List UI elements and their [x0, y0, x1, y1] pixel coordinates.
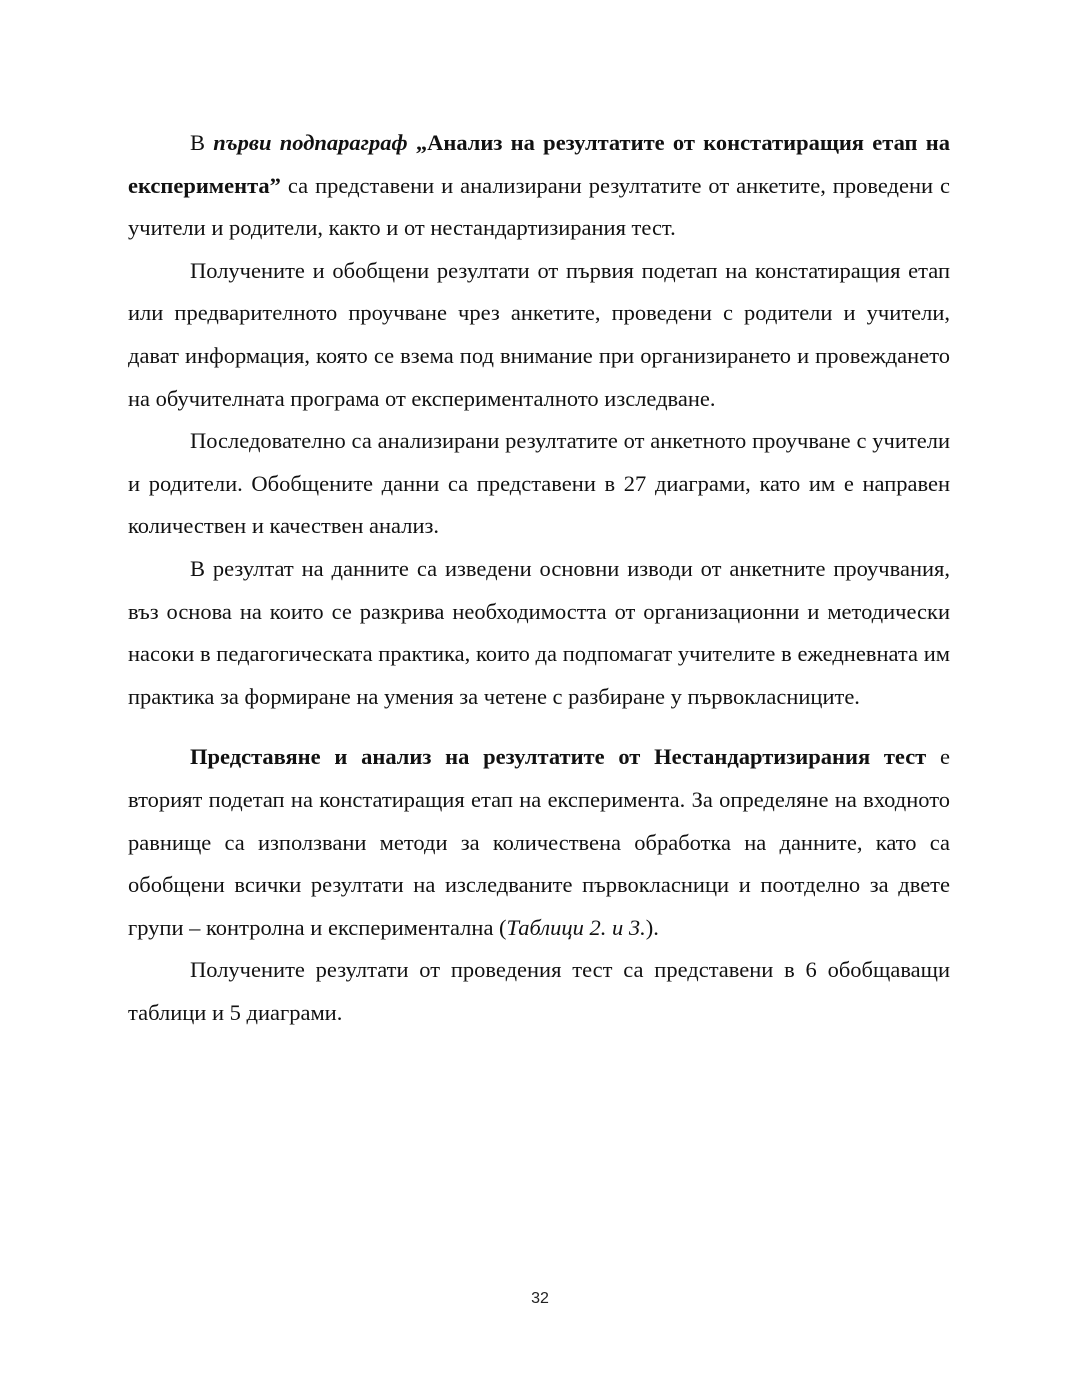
section-title-analysis: „Анализ на резултатите от констатиращия етап на експеримента”: [128, 130, 950, 198]
text-segment: ).: [645, 914, 659, 940]
paragraph-test-results: [128, 949, 950, 1034]
emphasis-first-subparagraph: първи подпараграф: [213, 130, 408, 155]
paragraph-conclusions: [128, 548, 950, 718]
document-body: [128, 122, 950, 1034]
section-title-test: Представяне и анализ на резултатите от Нестандартизирания тест: [190, 744, 927, 770]
table-reference: Таблици 2. и 3.: [506, 914, 646, 940]
paragraph-diagrams: [128, 420, 950, 548]
text-segment: Последователно са анализирани резултатите от анкетното проучване с учители и родители. Обобщените данни са представени в 27 диаграми, като им е направен количествен и качествен анализ.: [128, 428, 950, 539]
text-segment: са представени и анализирани резултатите от анкетите, проведени с учители и родители, както и от нестандартизирания тест.: [128, 172, 950, 241]
page-number: 32: [531, 1290, 549, 1307]
paragraph-test-analysis: [128, 736, 950, 949]
text-segment: е вторият подетап на констатиращия етап на експеримента. За определяне на входното равнище са използвани методи за количествена обработка на данните, като са обобщени всички резултати на изследваните първокласници и поотделно за двете групи – контролна и експериментална (: [128, 744, 950, 940]
text-segment: Получените и обобщени резултати от първия подетап на констатиращия етап или предварителното проучване чрез анкетите, проведени с родители и учители, дават информация, която се взема под внимание при организирането и провеждането на обучителната програма от експерименталното изследване.: [128, 257, 950, 411]
paragraph-subparagraph-intro: [128, 122, 950, 250]
text-segment: В: [190, 130, 214, 155]
text-segment: В резултат на данните са изведени основни изводи от анкетните проучвания, въз основа на които се разкрива необходимостта от организационни и методически насоки в педагогическата практика, които да подпомагат учителите в ежедневната им практика за формиране на умения за четене с разбиране у първокласниците.: [128, 555, 950, 709]
paragraph-survey-results: [128, 250, 950, 420]
text-segment: Получените резултати от проведения тест са представени в 6 обобщаващи таблици и 5 диаграми.: [128, 957, 950, 1025]
